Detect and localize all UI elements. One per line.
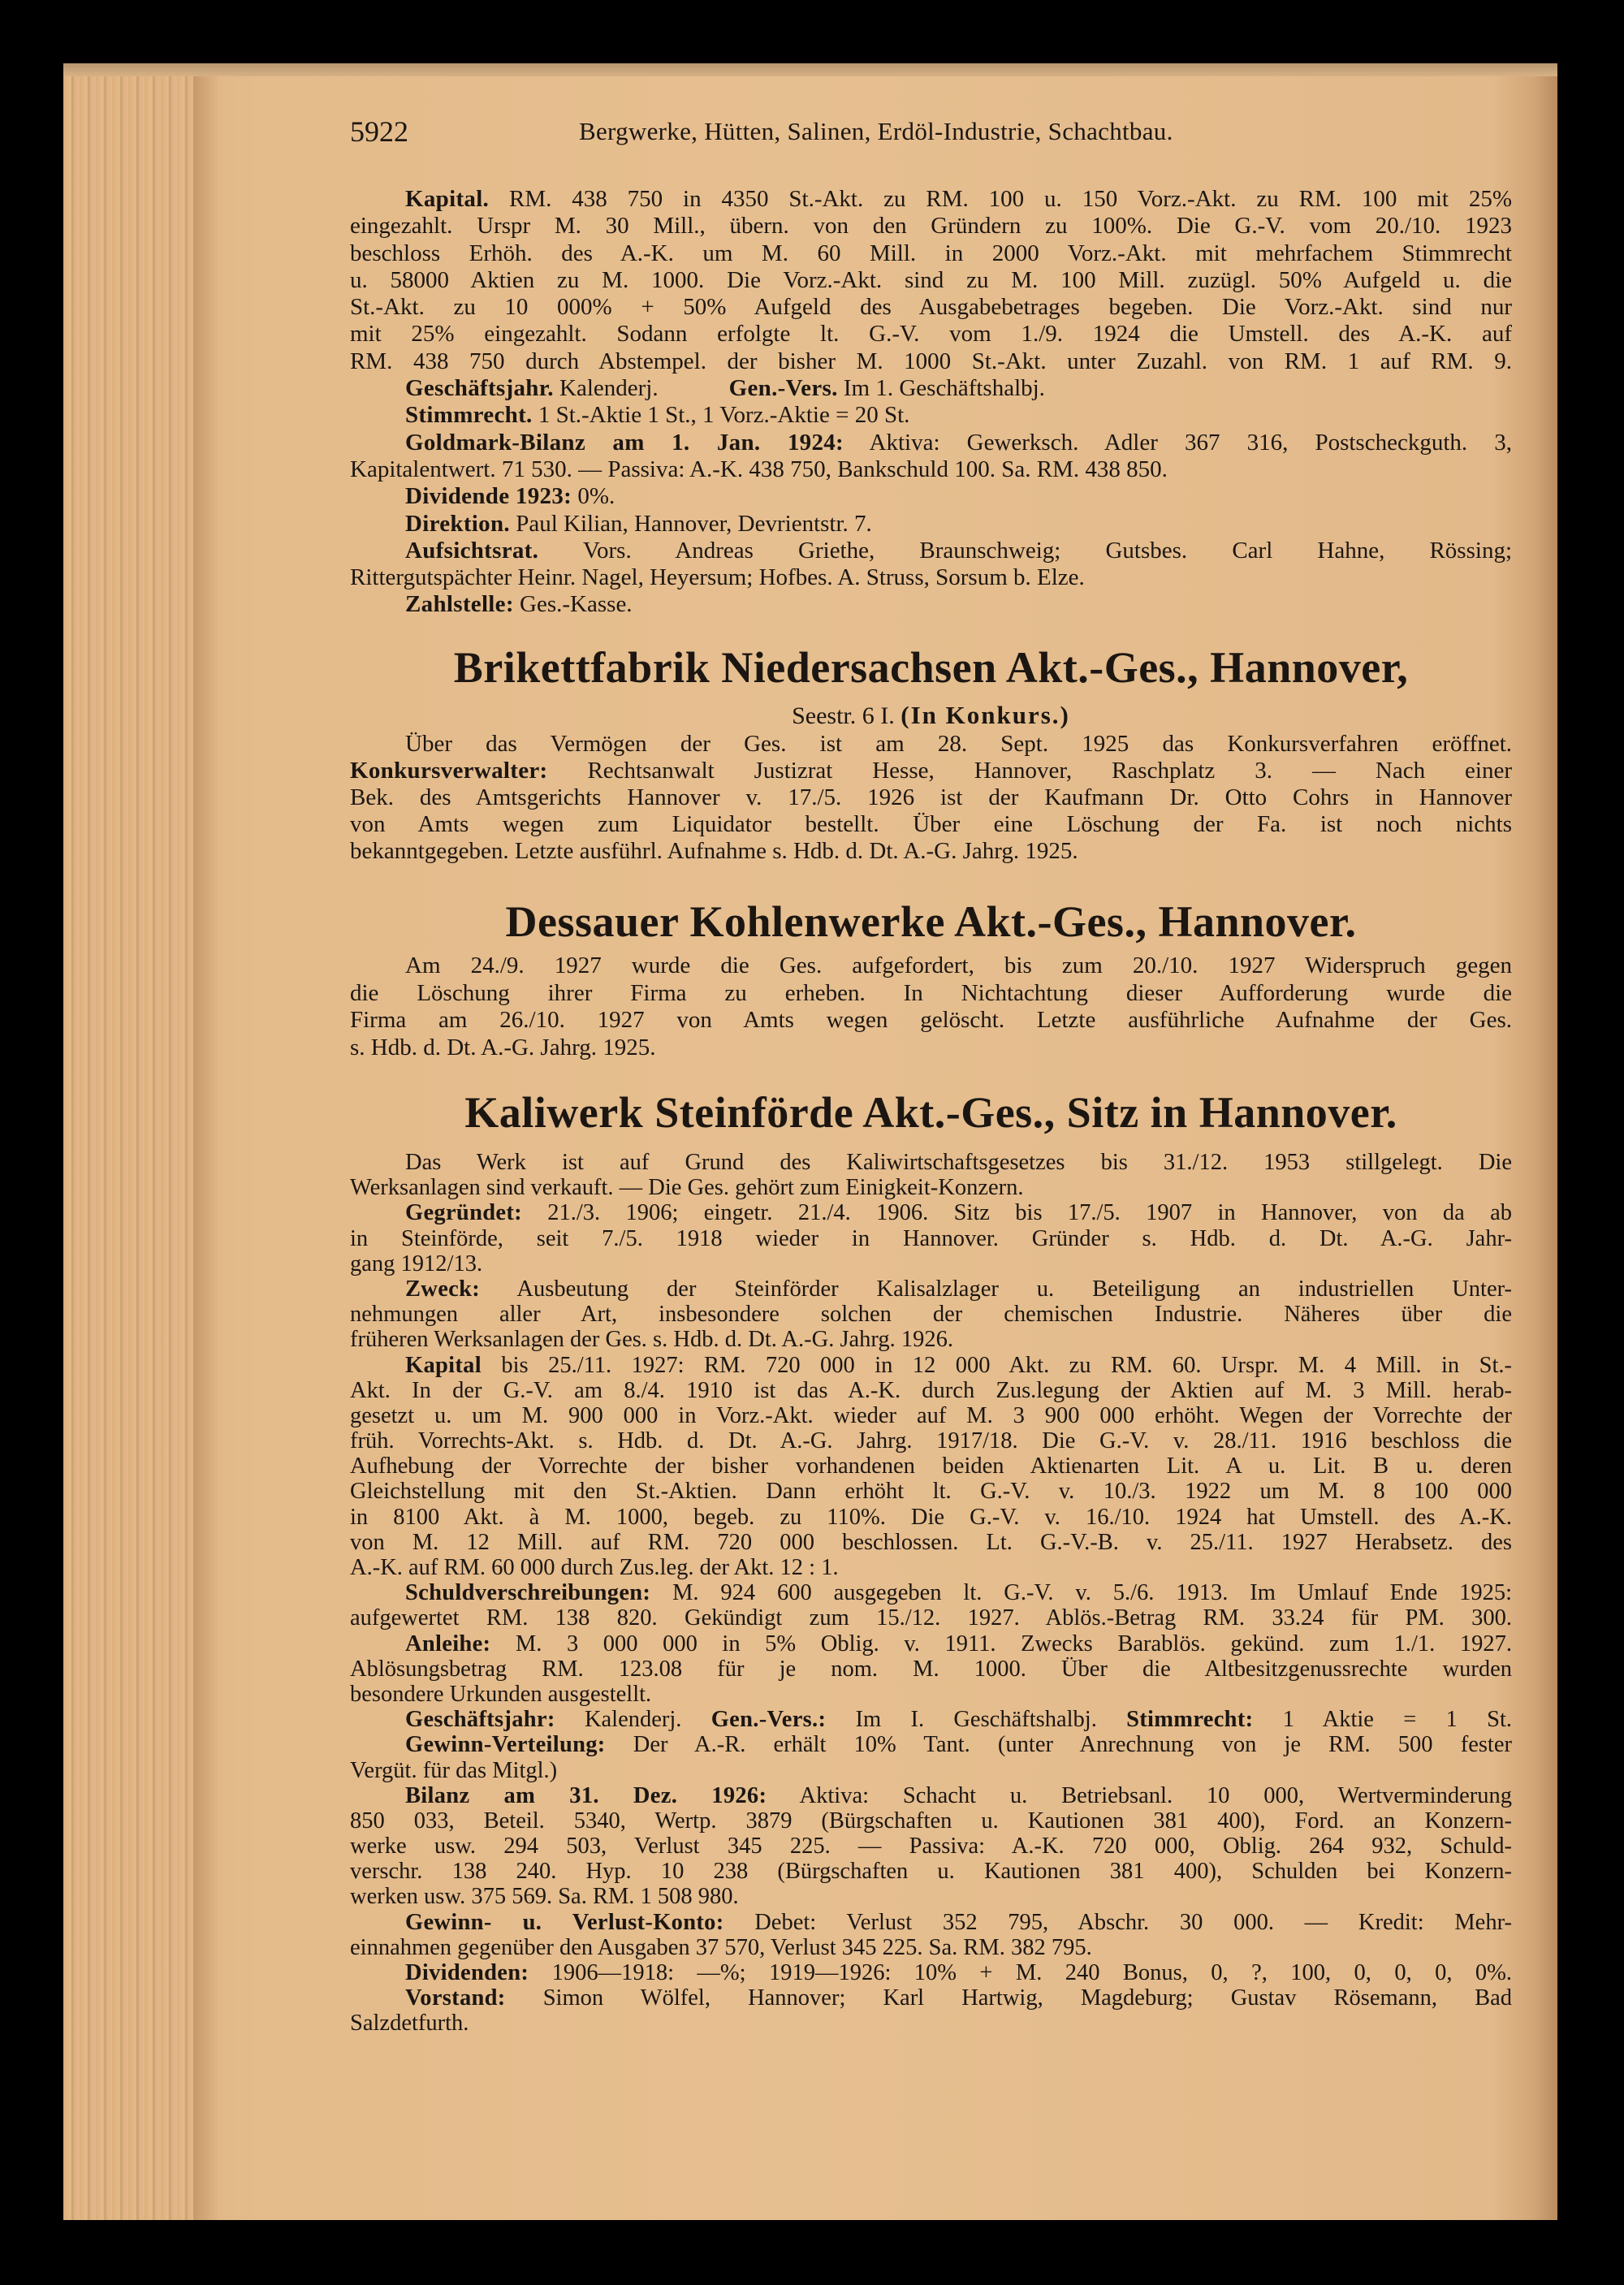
text-run: in 8100 Akt. à M. 1000, begeb. zu 110%. Die G.-V. v. 16./10. 1924 hat Umstell. des A.-K. <box>350 1504 1512 1530</box>
text-line <box>350 1035 1512 1062</box>
bold-label: Gewinn- u. Verlust-Konto: <box>405 1909 724 1935</box>
text-line <box>350 456 1512 483</box>
text-run: gang 1912/13. <box>350 1250 483 1276</box>
text-run: 850 033, Beteil. 5340, Wertp. 3879 (Bürgschaften u. Kautionen 381 400), Ford. an Konzern- <box>350 1808 1512 1834</box>
text-run: Paul Kilian, Hannover, Devrientstr. 7. <box>509 510 872 537</box>
status-in-konkurs: (In Konkurs.) <box>901 701 1070 729</box>
text-run: 1 Aktie = 1 St. <box>1253 1707 1512 1733</box>
text-run: RM. 438 750 durch Abstempel. der bisher M. 1000 St.-Akt. unter Zuzahl. von RM. 1 auf RM. 9. <box>350 348 1512 374</box>
text-run: Über das Vermögen der Ges. ist am 28. Sept. 1925 das Konkursverfahren eröffnet. <box>405 731 1512 757</box>
text-run: in Steinförde, seit 7./5. 1918 wieder in Hannover. Gründer s. Hdb. d. Dt. A.-G. Jahr- <box>350 1225 1512 1251</box>
text-line <box>350 784 1512 811</box>
text-line <box>350 1910 1512 1935</box>
bold-label: Geschäftsjahr. <box>405 375 554 402</box>
text-run: Der A.-R. erhält 10% Tant. (unter Anrechnung von je RM. 500 fester <box>605 1732 1512 1758</box>
text-line <box>350 213 1512 240</box>
text-run: Kalenderj. <box>553 375 729 402</box>
text-line <box>350 1732 1512 1757</box>
text-run: u. 58000 Aktien zu M. 1000. Die Vorz.-Akt. sind zu M. 100 Mill. zuzügl. 50% Aufgeld u. die <box>350 266 1512 293</box>
text-run: eingezahlt. Urspr M. 30 Mill., übern. von den Gründern zu 100%. Die G.-V. vom 20./10. 1923 <box>350 213 1512 240</box>
text-line <box>350 1555 1512 1580</box>
bold-label: Stimmrecht: <box>1126 1707 1254 1733</box>
bold-label: Zahlstelle: <box>405 591 514 618</box>
section-body-dessauer <box>350 952 1512 1061</box>
text-line <box>350 1007 1512 1035</box>
text-run: Vors. Andreas Griethe, Braunschweig; Gutsbes. Carl Hahne, Rössing; <box>538 537 1512 564</box>
text-line <box>350 2011 1512 2036</box>
text-run: Simon Wölfel, Hannover; Karl Hartwig, Magdeburg; Gustav Rösemann, Bad <box>505 1985 1512 2011</box>
text-line <box>350 1251 1512 1276</box>
text-line <box>350 1175 1512 1200</box>
running-head: Bergwerke, Hütten, Salinen, Erdöl-Industrie, Schachtbau. <box>579 117 1173 145</box>
bold-label: Kapital <box>405 1352 482 1378</box>
text-run: aufgewertet RM. 138 820. Gekündigt zum 15./12. 1927. Ablös.-Betrag RM. 33.24 für PM. 300. <box>350 1605 1512 1631</box>
text-run: werke usw. 294 503, Verlust 345 225. — Passiva: A.-K. 720 000, Oblig. 264 932, Schuld- <box>350 1834 1512 1860</box>
page-stack-edges <box>63 63 193 2220</box>
text-run: die Löschung ihrer Firma zu erheben. In Nichtachtung dieser Aufforderung wurde die <box>350 979 1512 1006</box>
bold-label: Geschäftsjahr: <box>405 1707 555 1733</box>
text-line <box>350 1884 1512 1909</box>
text-line <box>350 1226 1512 1251</box>
text-line <box>350 1758 1512 1783</box>
text-line <box>350 1505 1512 1530</box>
section-body-kaliwerk <box>350 1150 1512 2037</box>
text-run: 1 St.-Aktie 1 St., 1 Vorz.-Aktie = 20 St. <box>532 402 910 429</box>
text-run: Gleichstellung mit den St.-Aktien. Dann erhöht lt. G.-V. v. 10./3. 1922 um M. 8 100 000 <box>350 1479 1512 1505</box>
text-line <box>350 758 1512 784</box>
bold-label: Dividenden: <box>405 1960 529 1985</box>
bold-label: Stimmrecht. <box>405 402 533 429</box>
text-run: A.-K. auf RM. 60 000 durch Zus.leg. der Akt. 12 : 1. <box>350 1555 839 1580</box>
text-run: nehmungen aller Art, insbesondere solchen der chemischen Industrie. Näheres über die <box>350 1302 1512 1328</box>
text-line <box>350 1403 1512 1428</box>
text-run: Am 24./9. 1927 wurde die Ges. aufgefordert, bis zum 20./10. 1927 Widerspruch gegen <box>405 952 1512 978</box>
text-run: M. 3 000 000 in 5% Oblig. v. 1911. Zwecks Barablös. gekünd. zum 1./1. 1927. <box>490 1631 1512 1657</box>
text-line <box>350 483 1512 510</box>
text-line <box>350 1378 1512 1403</box>
text-line <box>350 402 1512 429</box>
text-run: mit 25% eingezahlt. Sodann erfolgte lt. G.-V. vom 1./9. 1924 die Umstell. des A.-K. auf <box>350 321 1512 348</box>
text-line <box>350 1707 1512 1732</box>
text-run: Aktiva: Schacht u. Betriebsanl. 10 000, Wertverminderung <box>767 1782 1512 1808</box>
text-run: besondere Urkunden ausgestellt. <box>350 1681 652 1707</box>
page-header <box>350 114 1512 149</box>
text-run: Kalenderj. <box>555 1707 711 1733</box>
text-line <box>350 1580 1512 1605</box>
text-line <box>350 1834 1512 1859</box>
section-body-capital <box>350 186 1512 619</box>
text-line <box>350 1353 1512 1378</box>
text-line <box>350 564 1512 591</box>
text-run: früheren Werksanlagen der Ges. s. Hdb. d. Dt. A.-G. Jahrg. 1926. <box>350 1327 954 1353</box>
bold-label: Dividende 1923: <box>405 483 572 510</box>
text-run: einnahmen gegenüber den Ausgaben 37 570, Verlust 345 225. Sa. RM. 382 795. <box>350 1934 1092 1960</box>
text-line <box>350 321 1512 348</box>
text-line <box>350 1657 1512 1682</box>
bold-label: Vorstand: <box>405 1985 506 2011</box>
text-run: Rittergutspächter Heinr. Nagel, Heyersum; Hofbes. A. Struss, Sorsum b. Elze. <box>350 564 1085 591</box>
text-run: werken usw. 375 569. Sa. RM. 1 508 980. <box>350 1884 739 1910</box>
text-line <box>350 430 1512 456</box>
text-line <box>350 1302 1512 1327</box>
company-title-dessauer: Dessauer Kohlenwerke Akt.-Ges., Hannover. <box>505 897 1357 946</box>
company-title-brikettfabrik: Brikettfabrik Niedersachsen Akt.-Ges., Hannover, <box>453 643 1409 692</box>
text-line <box>350 1605 1512 1631</box>
text-run: früh. Vorrechts-Akt. s. Hdb. d. Dt. A.-G. Jahrg. 1917/18. Die G.-V. v. 28./11. 1916 beschloss die <box>350 1428 1512 1454</box>
text-run: Kapitalentwert. 71 530. — Passiva: A.-K. 438 750, Bankschuld 100. Sa. RM. 438 850. <box>350 456 1168 482</box>
text-run: 21./3. 1906; eingetr. 21./4. 1906. Sitz bis 17./5. 1907 in Hannover, von da ab <box>521 1200 1512 1226</box>
text-line <box>350 1428 1512 1454</box>
bold-label: Gewinn-Verteilung: <box>405 1732 606 1758</box>
text-line <box>350 731 1512 758</box>
text-run: Debet: Verlust 352 795, Abschr. 30 000. — Kredit: Mehr- <box>723 1909 1512 1935</box>
text-line <box>350 952 1512 980</box>
text-line <box>350 240 1512 267</box>
bold-label: Anleihe: <box>405 1631 491 1657</box>
text-run: M. 924 600 ausgegeben lt. G.-V. v. 5./6. 1913. Im Umlauf Ende 1925: <box>650 1580 1512 1606</box>
text-run: Aufhebung der Vorrechte der bisher vorhandenen beiden Aktienarten Lit. A u. Lit. B u. deren <box>350 1454 1512 1479</box>
text-line <box>350 1808 1512 1834</box>
text-line <box>350 1479 1512 1504</box>
text-line <box>350 348 1512 375</box>
text-line <box>350 1150 1512 1175</box>
text-run: Im I. Geschäftshalbj. <box>826 1707 1127 1733</box>
text-run: bis 25./11. 1927: RM. 720 000 in 12 000 Akt. zu RM. 60. Urspr. M. 4 Mill. in St.- <box>481 1352 1512 1378</box>
bold-label: Kapital. <box>405 186 490 212</box>
text-run: beschloss Erhöh. des A.-K. um M. 60 Mill. in 2000 Vorz.-Akt. mit mehrfachem Stimmrecht <box>350 240 1512 266</box>
text-line <box>350 1327 1512 1352</box>
text-run: Ausbeutung der Steinförder Kalisalzlager u. Beteiligung an industriellen Unter- <box>480 1276 1512 1302</box>
text-run: s. Hdb. d. Dt. A.-G. Jahrg. 1925. <box>350 1034 656 1060</box>
text-run: Ablösungsbetrag RM. 123.08 für je nom. M. 1000. Über die Altbesitzgenussrechte wurden <box>350 1656 1512 1682</box>
text-line <box>350 1960 1512 1985</box>
bold-label: Aufsichtsrat. <box>405 537 539 564</box>
text-line <box>350 1985 1512 2011</box>
text-line <box>350 1783 1512 1808</box>
section-body-brikettfabrik <box>350 731 1512 865</box>
text-run: Werksanlagen sind verkauft. — Die Ges. gehört zum Einigkeit-Konzern. <box>350 1175 1024 1201</box>
text-run: Ges.-Kasse. <box>513 591 633 618</box>
text-line <box>350 511 1512 538</box>
text-line <box>350 1530 1512 1555</box>
text-line <box>350 1631 1512 1657</box>
text-line <box>350 1454 1512 1479</box>
bold-label: Goldmark-Bilanz am 1. Jan. 1924: <box>405 429 844 456</box>
text-line <box>350 591 1512 618</box>
text-line <box>350 538 1512 564</box>
text-run: Akt. In der G.-V. am 8./4. 1910 ist das A.-K. durch Zus.legung der Aktien auf M. 3 Mill. herab- <box>350 1377 1512 1403</box>
page-fold-shadow <box>193 63 218 2220</box>
company-subtitle-brikettfabrik <box>350 701 1512 731</box>
text-line <box>350 375 1512 402</box>
text-run: Aktiva: Gewerksch. Adler 367 316, Postscheckguth. 3, <box>844 429 1512 456</box>
text-line <box>350 1200 1512 1225</box>
bold-label: Konkursverwalter: <box>350 758 548 784</box>
text-run: Bek. des Amtsgerichts Hannover v. 17./5. 1926 ist der Kaufmann Dr. Otto Cohrs in Hannover <box>350 784 1512 810</box>
text-run: 1906—1918: —%; 1919—1926: 10% + M. 240 Bonus, 0, ?, 100, 0, 0, 0, 0%. <box>529 1960 1512 1985</box>
address: Seestr. 6 I. <box>792 702 895 729</box>
text-run: St.-Akt. zu 10 000% + 50% Aufgeld des Ausgabebetrages begeben. Die Vorz.-Akt. sind nur <box>350 294 1512 321</box>
text-line <box>350 980 1512 1008</box>
text-run: Im 1. Geschäftshalbj. <box>837 375 1045 402</box>
text-line <box>350 1276 1512 1302</box>
page-number: 5922 <box>350 115 408 148</box>
text-run: Rechtsanwalt Justizrat Hesse, Hannover, Raschplatz 3. — Nach einer <box>547 758 1512 784</box>
text-line <box>350 811 1512 838</box>
text-run: Vergüt. für das Mitgl.) <box>350 1757 558 1783</box>
text-line <box>350 186 1512 213</box>
bold-label: Zweck: <box>405 1276 481 1302</box>
text-run: von M. 12 Mill. auf RM. 720 000 beschlossen. Lt. G.-V.-B. v. 25./11. 1927 Herabsetz. des <box>350 1529 1512 1555</box>
text-line <box>350 1859 1512 1884</box>
text-run: Firma am 26./10. 1927 von Amts wegen gelöscht. Letzte ausführliche Aufnahme der Ges. <box>350 1007 1512 1033</box>
text-line <box>350 838 1512 865</box>
text-line <box>350 1682 1512 1707</box>
text-line <box>350 267 1512 294</box>
text-run: Salzdetfurth. <box>350 2011 469 2037</box>
bold-label: Bilanz am 31. Dez. 1926: <box>405 1782 767 1808</box>
text-line <box>350 294 1512 321</box>
text-run: gesetzt u. um M. 900 000 in Vorz.-Akt. wieder auf M. 3 900 000 erhöht. Wegen der Vorrechte der <box>350 1402 1512 1428</box>
bold-label: Schuldverschreibungen: <box>405 1580 651 1606</box>
text-run: bekanntgegeben. Letzte ausführl. Aufnahme s. Hdb. d. Dt. A.-G. Jahrg. 1925. <box>350 838 1078 864</box>
text-run: 0%. <box>572 483 615 510</box>
text-line <box>350 1935 1512 1960</box>
text-run: RM. 438 750 in 4350 St.-Akt. zu RM. 100 u. 150 Vorz.-Akt. zu RM. 100 mit 25% <box>489 186 1512 212</box>
bold-label: Gegründet: <box>405 1200 522 1226</box>
bold-label: Direktion. <box>405 510 510 537</box>
bold-label: Gen.-Vers.: <box>710 1707 827 1733</box>
text-run: von Amts wegen zum Liquidator bestellt. Über eine Löschung der Fa. ist noch nichts <box>350 811 1512 837</box>
page-top-edge <box>63 63 1557 76</box>
bold-label: Gen.-Vers. <box>728 375 838 402</box>
text-run: Das Werk ist auf Grund des Kaliwirtschaftsgesetzes bis 31./12. 1953 stillgelegt. Die <box>405 1150 1512 1175</box>
text-run: verschr. 138 240. Hyp. 10 238 (Bürgschaften u. Kautionen 381 400), Schulden bei Konzern- <box>350 1859 1512 1885</box>
company-title-kaliwerk: Kaliwerk Steinförde Akt.-Ges., Sitz in Hannover. <box>464 1088 1397 1137</box>
